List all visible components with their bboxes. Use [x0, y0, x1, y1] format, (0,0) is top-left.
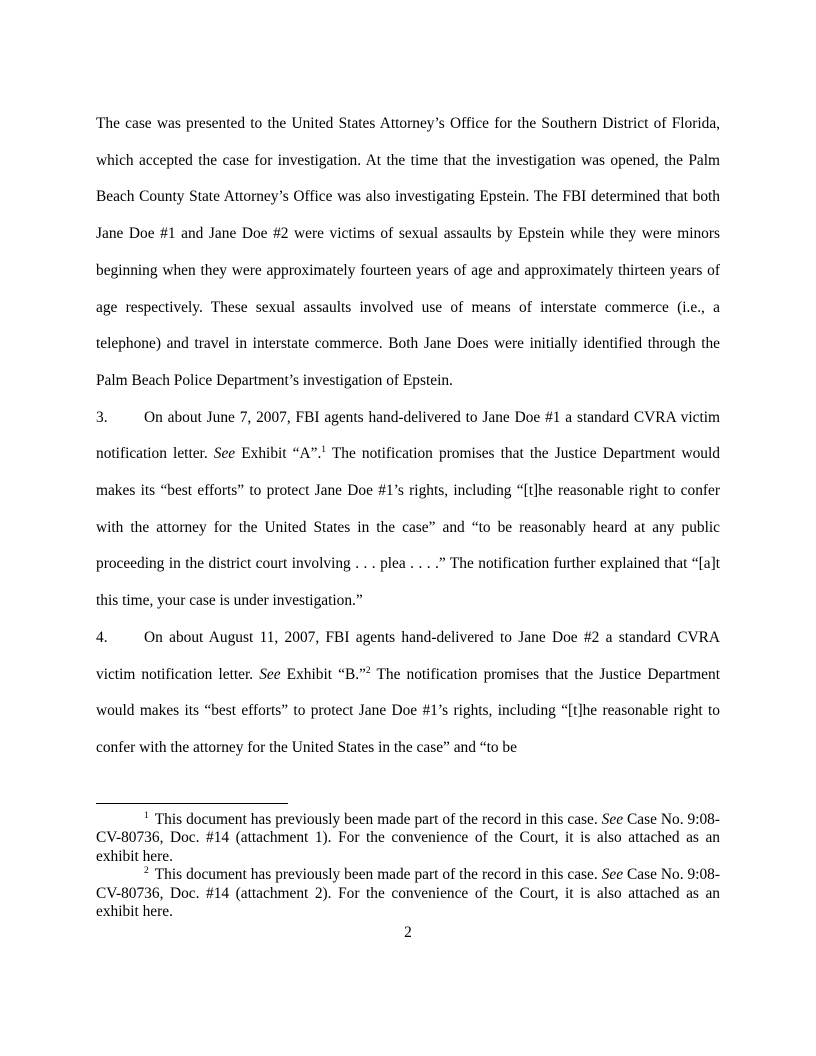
paragraph-number: 3. — [96, 408, 108, 426]
footnote-marker: 2 — [144, 866, 149, 877]
paragraph-4 — [96, 620, 720, 767]
paragraph-3 — [96, 400, 720, 620]
paragraph-text: On about June 7, 2007, FBI agents hand-delivered to Jane Doe #1 a standard CVRA victim notification letter. — [96, 408, 720, 463]
paragraph-text: Exhibit “A”. — [235, 445, 322, 463]
footnote-text: This document has previously been made part of the record in this case. — [154, 866, 602, 884]
footnote-reference: 2 — [365, 665, 371, 676]
citation-signal: See — [213, 445, 236, 463]
paragraph-continued: The case was presented to the United States Attorney’s Office for the Southern District of Florida, which accepted the case for investigation. At the time that the investigation was opened, the Palm Beach County State Attorney’s Office was also investigating Epstein. The FBI determined that both Jane Doe #1 and Jane Doe #2 were victims of sexual assaults by Epstein while they were minors beginning when they were approximately fourteen years of age and approximately thirteen years of age respectively. These sexual assaults involved use of means of interstate commerce (i.e., a telephone) and travel in interstate commerce. Both Jane Does were initially identified through the Palm Beach Police Department’s investigation of Epstein. — [96, 115, 720, 389]
footnote-text: This document has previously been made part of the record in this case. — [154, 811, 602, 828]
citation-signal: See — [601, 866, 624, 884]
citation-signal: See — [601, 811, 624, 828]
footnote-text: Case No. 9:08-CV-80736, Doc. #14 (attachment 1). For the convenience of the Court, it is also attached as an exhibit here. — [96, 811, 720, 865]
footnote-1 — [96, 811, 720, 866]
paragraph-text: On about August 11, 2007, FBI agents hand-delivered to Jane Doe #2 a standard CVRA victim notification letter. — [96, 628, 720, 683]
footnote-reference: 1 — [321, 445, 327, 456]
footnote-marker: 1 — [144, 811, 149, 821]
footnote-2 — [96, 866, 720, 921]
document-page — [96, 106, 720, 767]
page-number: 2 — [404, 924, 412, 941]
paragraph-text: The notification promises that the Justice Department would makes its “best efforts” to protect Jane Doe #1’s rights, including “[t]he reasonable right to confer with the attorney for the United States in the case” and “to be reasonably heard at any public proceeding in the district court involving . . . plea . . . .” The notification further explained that “[a]t this time, your case is under investigation.” — [96, 445, 720, 610]
paragraph-text: The notification promises that the Justice Department would makes its “best efforts” to protect Jane Doe #1’s rights, including “[t]he reasonable right to confer with the attorney for the United States in the case” and “to be — [96, 665, 720, 756]
body-text — [96, 106, 720, 767]
paragraph-number: 4. — [96, 628, 108, 646]
paragraph-text: Exhibit “B.” — [280, 665, 366, 683]
footnotes — [96, 811, 720, 921]
footnote-text: Case No. 9:08-CV-80736, Doc. #14 (attachment 2). For the convenience of the Court, it is also attached as an exhibit here. — [96, 866, 720, 921]
footnote-divider — [96, 803, 288, 804]
citation-signal: See — [259, 665, 281, 683]
